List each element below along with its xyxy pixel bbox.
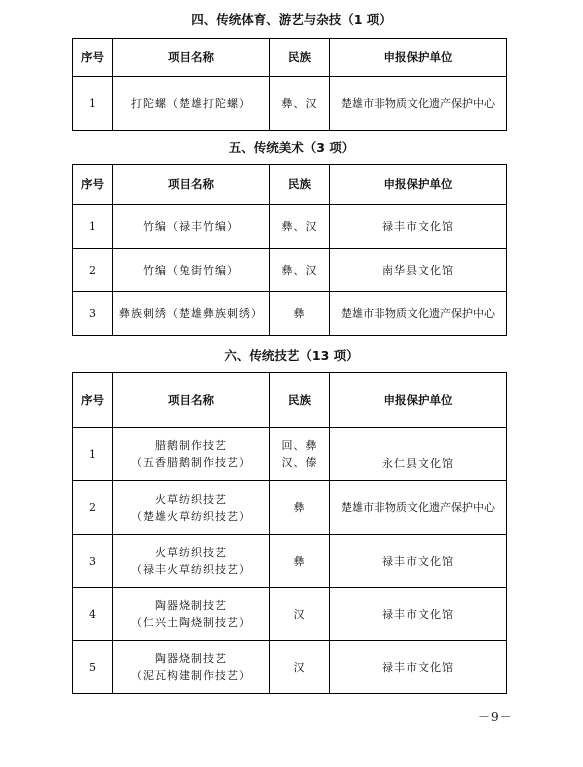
row-name	[113, 641, 270, 694]
row-no: 4	[73, 588, 113, 641]
row-name: 彝族刺绣（楚雄彝族刺绣）	[113, 292, 270, 336]
row-name: 打陀螺（楚雄打陀螺）	[113, 77, 270, 131]
row-name-line1: 陶器烧制技艺	[155, 599, 227, 612]
section-table	[72, 38, 507, 131]
row-ethnic: 汉	[270, 641, 330, 694]
header-no: 序号	[73, 165, 113, 205]
row-ethnic: 彝	[270, 535, 330, 588]
table-row	[73, 205, 507, 249]
table-row	[73, 588, 507, 641]
row-name-line2: （泥瓦构建制作技艺）	[131, 669, 251, 682]
row-no: 2	[73, 249, 113, 292]
row-name-line2: （五香腊鹅制作技艺）	[131, 456, 251, 469]
row-ethnic: 彝、汉	[270, 77, 330, 131]
row-name-line1: 火草纺织技艺	[155, 492, 227, 506]
section-heading: 六、传统技艺（13 项）	[224, 348, 359, 363]
row-no: 1	[73, 205, 113, 249]
table-row	[73, 535, 507, 588]
header-unit: 申报保护单位	[330, 165, 507, 205]
row-ethnic: 彝、汉	[270, 249, 330, 292]
header-no: 序号	[73, 39, 113, 77]
row-unit: 永仁县文化馆	[330, 428, 507, 481]
row-ethnic-line2: 汉、傣	[281, 456, 318, 469]
row-name	[113, 481, 270, 535]
section-table	[72, 164, 507, 336]
table-row	[73, 641, 507, 694]
row-unit: 禄丰市文化馆	[330, 641, 507, 694]
row-no: 5	[73, 641, 113, 694]
row-name: 竹编（禄丰竹编）	[113, 205, 270, 249]
row-unit: 禄丰市文化馆	[330, 535, 507, 588]
row-unit: 楚雄市非物质文化遗产保护中心	[330, 292, 507, 336]
header-name: 项目名称	[113, 39, 270, 77]
row-ethnic-line1: 回、彝	[281, 439, 318, 452]
row-unit: 禄丰市文化馆	[330, 205, 507, 249]
row-unit: 楚雄市非物质文化遗产保护中心	[330, 481, 507, 535]
section-heading: 四、传统体育、游艺与杂技（1 项）	[191, 12, 392, 27]
page-number: －9－	[478, 710, 513, 724]
row-no: 3	[73, 292, 113, 336]
row-ethnic: 彝、汉	[270, 205, 330, 249]
row-name-line2: （楚雄火草纺织技艺）	[131, 509, 251, 523]
header-ethnic: 民族	[270, 373, 330, 428]
table-row	[73, 428, 507, 481]
row-ethnic: 彝	[270, 292, 330, 336]
table-row	[73, 481, 507, 535]
table-row	[73, 249, 507, 292]
row-name-line2: （禄丰火草纺织技艺）	[131, 563, 251, 576]
row-name: 竹编（兔街竹编）	[113, 249, 270, 292]
header-no: 序号	[73, 373, 113, 428]
header-name: 项目名称	[113, 373, 270, 428]
section-table	[72, 372, 507, 694]
row-name-line1: 陶器烧制技艺	[155, 652, 227, 665]
row-no: 1	[73, 77, 113, 131]
row-ethnic: 汉	[270, 588, 330, 641]
row-unit: 禄丰市文化馆	[330, 588, 507, 641]
row-name	[113, 428, 270, 481]
row-no: 2	[73, 481, 113, 535]
row-name	[113, 588, 270, 641]
row-name	[113, 535, 270, 588]
row-name-line1: 火草纺织技艺	[155, 546, 227, 559]
row-ethnic: 彝	[270, 481, 330, 535]
row-no: 1	[73, 428, 113, 481]
header-ethnic: 民族	[270, 165, 330, 205]
header-name: 项目名称	[113, 165, 270, 205]
row-no: 3	[73, 535, 113, 588]
header-ethnic: 民族	[270, 39, 330, 77]
header-unit: 申报保护单位	[330, 39, 507, 77]
row-name-line1: 腊鹅制作技艺	[155, 439, 227, 452]
row-unit: 楚雄市非物质文化遗产保护中心	[330, 77, 507, 131]
table-row	[73, 77, 507, 131]
row-name-line2: （仁兴土陶烧制技艺）	[131, 616, 251, 629]
section-heading: 五、传统美术（3 项）	[228, 140, 355, 155]
table-row	[73, 292, 507, 336]
header-unit: 申报保护单位	[330, 373, 507, 428]
row-unit: 南华县文化馆	[330, 249, 507, 292]
row-ethnic	[270, 428, 330, 481]
